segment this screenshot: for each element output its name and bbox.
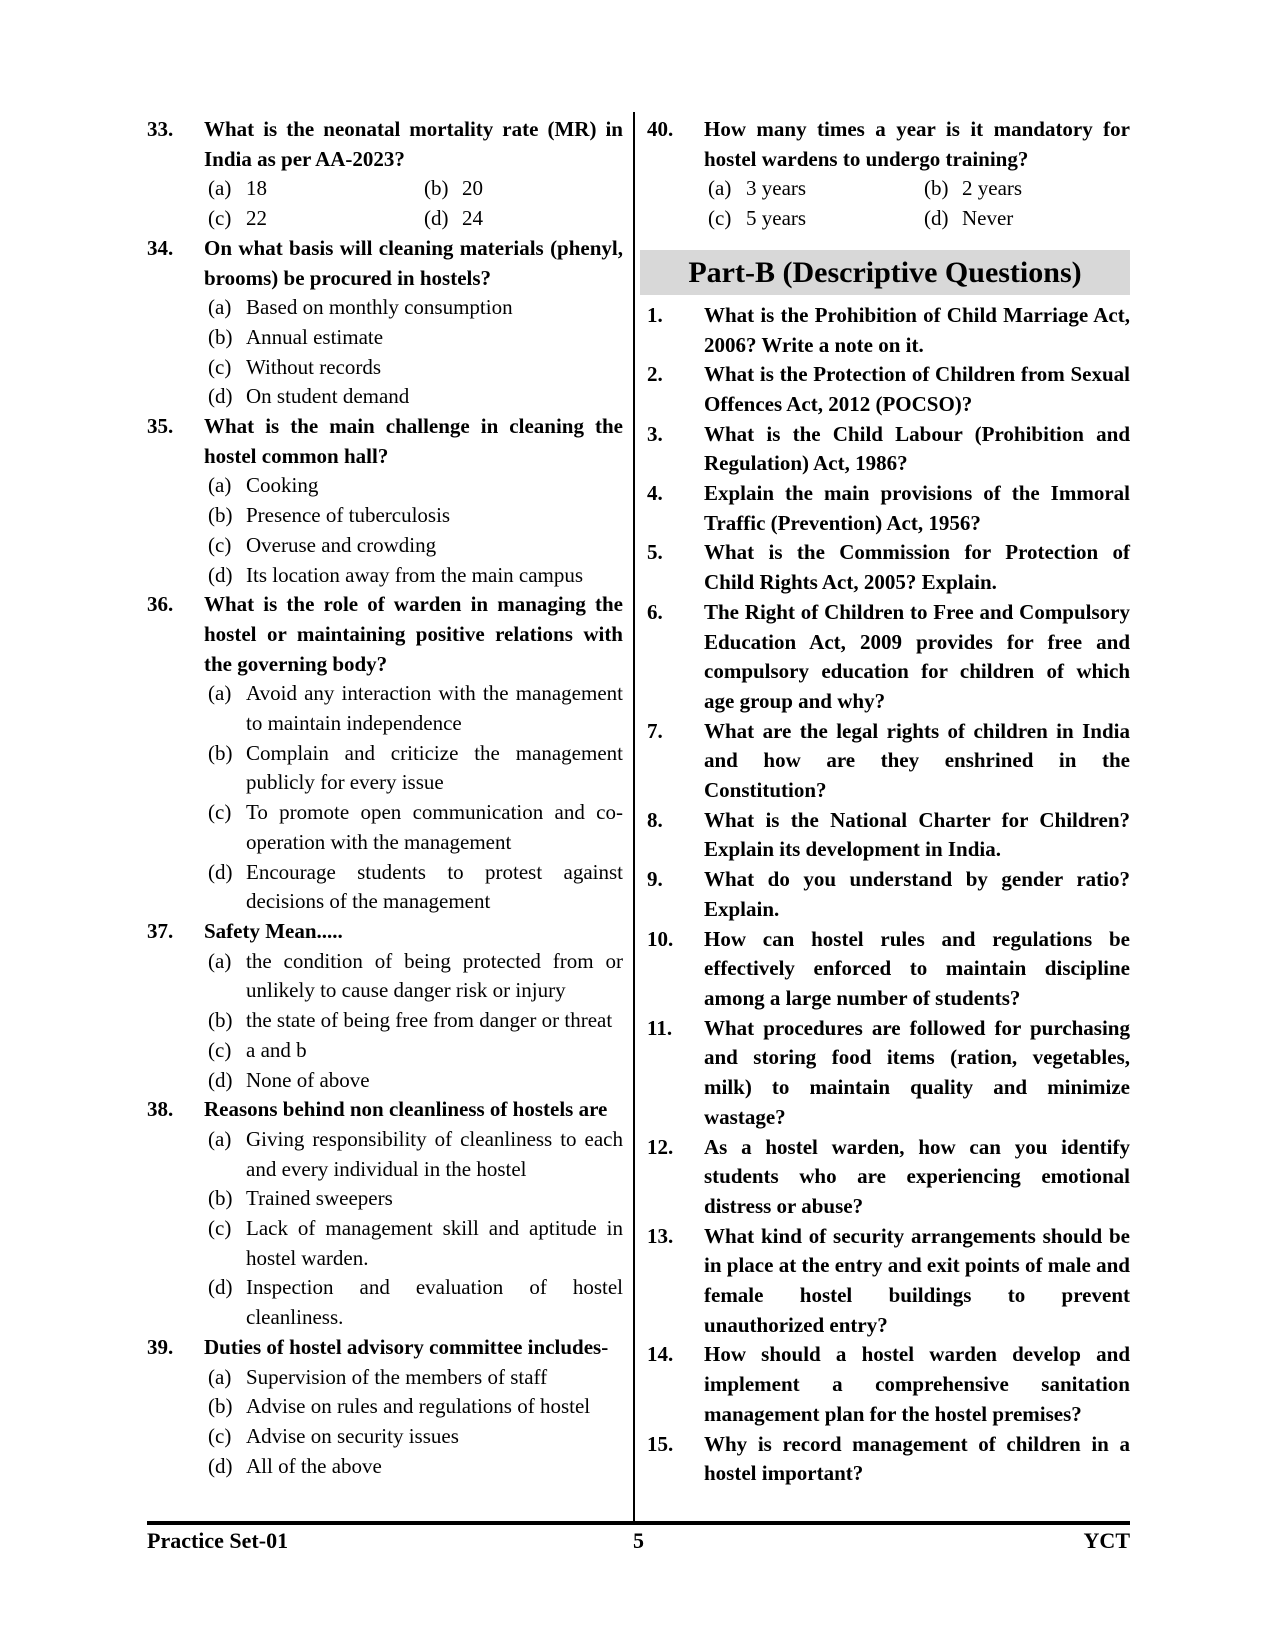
option-marker: (b) bbox=[208, 503, 233, 528]
option-marker: (a) bbox=[208, 295, 232, 320]
option-row bbox=[147, 739, 623, 798]
right-column bbox=[647, 115, 1130, 1489]
option-text: 18 bbox=[246, 176, 267, 201]
question-text: What are the legal rights of children in India and how are they enshrined in the Constitution? bbox=[704, 718, 1130, 803]
question-text: What is the Child Labour (Prohibition and Regulation) Act, 1986? bbox=[704, 421, 1130, 476]
option-marker: (c) bbox=[708, 206, 732, 231]
option-text: Without records bbox=[246, 354, 382, 379]
option-row bbox=[147, 947, 623, 1006]
option-marker: (d) bbox=[924, 206, 949, 231]
part-b-section-header: Part-B (Descriptive Questions) bbox=[640, 250, 1130, 295]
option-marker: (a) bbox=[208, 681, 232, 706]
question-13 bbox=[647, 1222, 1130, 1341]
option-text: 24 bbox=[462, 206, 483, 231]
question-text: Duties of hostel advisory committee includes- bbox=[204, 1334, 609, 1359]
question-number: 13. bbox=[647, 1223, 674, 1248]
question-text: What is the role of warden in managing the hostel or maintaining positive relations with the governing body? bbox=[204, 592, 623, 676]
option-text: Based on monthly consumption bbox=[246, 295, 513, 320]
option-row bbox=[147, 561, 623, 591]
question-text: What is the National Charter for Children? Explain its development in India. bbox=[704, 807, 1130, 862]
question-text: How should a hostel warden develop and implement a comprehensive sanitation management plan for the hostel premises? bbox=[704, 1342, 1130, 1426]
question-10 bbox=[647, 925, 1130, 1014]
question-number: 38. bbox=[147, 1097, 174, 1122]
question-row bbox=[647, 301, 1130, 360]
question-number: 36. bbox=[147, 592, 174, 617]
option-marker: (b) bbox=[208, 324, 233, 349]
question-text: What procedures are followed for purchasing and storing food items (ration, vegetables, milk) to maintain quality and minimize wastage? bbox=[704, 1015, 1130, 1129]
option-text: 2 years bbox=[962, 176, 1023, 201]
option-row bbox=[147, 1125, 623, 1184]
question-row bbox=[647, 598, 1130, 717]
option-cell bbox=[924, 204, 1130, 234]
question-number: 15. bbox=[647, 1431, 674, 1456]
question-row bbox=[147, 917, 623, 947]
option-text: Overuse and crowding bbox=[246, 532, 437, 557]
option-marker: (d) bbox=[208, 1453, 233, 1478]
option-row bbox=[147, 1392, 623, 1422]
question-number: 12. bbox=[647, 1134, 674, 1159]
option-text: Supervision of the members of staff bbox=[246, 1364, 548, 1389]
option-marker: (a) bbox=[708, 176, 732, 201]
option-cell bbox=[208, 174, 424, 204]
question-number: 34. bbox=[147, 235, 174, 260]
option-marker: (d) bbox=[208, 1275, 233, 1300]
option-text: 5 years bbox=[746, 206, 807, 231]
question-number: 1. bbox=[647, 302, 663, 327]
question-text: What is the main challenge in cleaning the hostel common hall? bbox=[204, 414, 623, 468]
question-row bbox=[147, 590, 623, 679]
option-marker: (d) bbox=[208, 384, 233, 409]
column-divider bbox=[633, 112, 635, 1521]
option-marker: (c) bbox=[208, 800, 232, 825]
option-text: Advise on rules and regulations of hostel bbox=[246, 1394, 591, 1419]
question-5 bbox=[647, 538, 1130, 597]
option-row bbox=[147, 531, 623, 561]
option-row bbox=[147, 1422, 623, 1452]
question-number: 33. bbox=[147, 117, 174, 141]
question-number: 2. bbox=[647, 362, 663, 387]
question-9 bbox=[647, 865, 1130, 924]
question-33 bbox=[147, 115, 623, 234]
option-marker: (b) bbox=[208, 1008, 233, 1033]
question-8 bbox=[647, 806, 1130, 865]
question-number: 7. bbox=[647, 718, 663, 743]
question-3 bbox=[647, 420, 1130, 479]
option-row bbox=[147, 382, 623, 412]
option-marker: (c) bbox=[208, 1037, 232, 1062]
footer-publisher-label: YCT bbox=[1083, 1528, 1130, 1553]
footer-practice-set-label: Practice Set-01 bbox=[147, 1528, 289, 1553]
option-text: Encourage students to protest against decisions of the management bbox=[246, 859, 623, 914]
option-marker: (c) bbox=[208, 354, 232, 379]
option-marker: (a) bbox=[208, 1364, 232, 1389]
option-row bbox=[147, 471, 623, 501]
option-text: Advise on security issues bbox=[246, 1423, 459, 1448]
question-6 bbox=[647, 598, 1130, 717]
option-row bbox=[147, 679, 623, 738]
option-text: Cooking bbox=[246, 473, 319, 498]
option-row bbox=[147, 323, 623, 353]
option-marker: (b) bbox=[424, 176, 449, 201]
question-number: 35. bbox=[147, 414, 174, 439]
question-row bbox=[647, 1430, 1130, 1489]
question-text: Why is record management of children in a hostel important? bbox=[704, 1431, 1130, 1486]
question-number: 6. bbox=[647, 599, 663, 624]
footer-rule bbox=[147, 1521, 1130, 1525]
question-row bbox=[147, 1333, 623, 1363]
question-text: What is the neonatal mortality rate (MR) in India as per AA-2023? bbox=[204, 117, 623, 171]
option-text: a and b bbox=[246, 1037, 307, 1062]
question-36 bbox=[147, 590, 623, 917]
question-row bbox=[147, 1095, 623, 1125]
question-row bbox=[647, 1340, 1130, 1429]
option-text: On student demand bbox=[246, 384, 410, 409]
question-row bbox=[147, 412, 623, 471]
question-row bbox=[647, 1014, 1130, 1133]
option-row bbox=[147, 293, 623, 323]
question-row bbox=[647, 806, 1130, 865]
option-marker: (d) bbox=[208, 562, 233, 587]
option-cell bbox=[708, 204, 924, 234]
question-15 bbox=[647, 1430, 1130, 1489]
question-text: What is the Protection of Children from Sexual Offences Act, 2012 (POCSO)? bbox=[704, 362, 1130, 416]
option-text: 22 bbox=[246, 206, 267, 231]
option-cell bbox=[424, 204, 623, 234]
question-number: 14. bbox=[647, 1342, 674, 1367]
option-text: Lack of management skill and aptitude in hostel warden. bbox=[246, 1216, 623, 1270]
option-cell bbox=[424, 174, 623, 204]
option-row bbox=[147, 501, 623, 531]
question-number: 5. bbox=[647, 540, 663, 565]
option-marker: (a) bbox=[208, 948, 232, 973]
option-cell bbox=[208, 204, 424, 234]
question-text: How can hostel rules and regulations be effectively enforced to maintain discipline among a large number of students? bbox=[704, 926, 1130, 1010]
option-row bbox=[147, 1452, 623, 1482]
question-35 bbox=[147, 412, 623, 590]
option-text: Complain and criticize the management publicly for every issue bbox=[246, 740, 623, 795]
option-row bbox=[147, 1066, 623, 1096]
question-row bbox=[647, 717, 1130, 806]
option-marker: (d) bbox=[208, 859, 233, 884]
question-number: 3. bbox=[647, 421, 663, 446]
option-marker: (c) bbox=[208, 1216, 232, 1241]
option-row bbox=[147, 1214, 623, 1273]
option-marker: (c) bbox=[208, 206, 232, 231]
question-38 bbox=[147, 1095, 623, 1333]
option-text: All of the above bbox=[246, 1453, 382, 1478]
question-row bbox=[647, 115, 1130, 174]
option-text: the condition of being protected from or unlikely to cause danger risk or injury bbox=[246, 948, 623, 1003]
question-row bbox=[147, 115, 623, 174]
left-column bbox=[147, 115, 623, 1481]
question-number: 8. bbox=[647, 807, 663, 832]
option-row bbox=[147, 1184, 623, 1214]
question-text: What kind of security arrangements should be in place at the entry and exit points of male and female hostel buildings to prevent unauthorized entry? bbox=[704, 1223, 1130, 1337]
question-34 bbox=[147, 234, 623, 412]
question-40 bbox=[647, 115, 1130, 234]
option-text: Avoid any interaction with the management to maintain independence bbox=[246, 681, 623, 736]
option-marker: (c) bbox=[208, 532, 232, 557]
option-row bbox=[147, 858, 623, 917]
option-text: 20 bbox=[462, 176, 483, 201]
options-grid bbox=[647, 174, 1130, 233]
option-text: To promote open communication and co-operation with the management bbox=[246, 800, 623, 854]
question-text: What is the Commission for Protection of Child Rights Act, 2005? Explain. bbox=[704, 540, 1130, 595]
question-row bbox=[647, 538, 1130, 597]
option-marker: (a) bbox=[208, 176, 232, 201]
question-row bbox=[647, 1222, 1130, 1341]
option-row bbox=[147, 353, 623, 383]
question-4 bbox=[647, 479, 1130, 538]
option-row bbox=[147, 1363, 623, 1393]
footer-page-number: 5 bbox=[633, 1528, 644, 1553]
option-row bbox=[147, 1006, 623, 1036]
option-marker: (a) bbox=[208, 473, 232, 498]
question-text: Reasons behind non cleanliness of hostels are bbox=[204, 1097, 608, 1122]
option-row bbox=[147, 1273, 623, 1332]
option-text: None of above bbox=[246, 1067, 370, 1092]
question-number: 4. bbox=[647, 481, 663, 506]
option-row bbox=[147, 1036, 623, 1066]
question-text: On what basis will cleaning materials (phenyl, brooms) be procured in hostels? bbox=[204, 235, 623, 290]
option-marker: (b) bbox=[924, 176, 949, 201]
option-marker: (b) bbox=[208, 740, 233, 765]
option-cell bbox=[708, 174, 924, 204]
option-text: the state of being free from danger or threat bbox=[246, 1008, 613, 1033]
question-2 bbox=[647, 360, 1130, 419]
question-37 bbox=[147, 917, 623, 1095]
option-text: Presence of tuberculosis bbox=[246, 503, 451, 528]
question-number: 37. bbox=[147, 918, 174, 943]
question-text: What do you understand by gender ratio? Explain. bbox=[704, 867, 1130, 921]
question-row bbox=[647, 865, 1130, 924]
option-text: Giving responsibility of cleanliness to each and every individual in the hostel bbox=[246, 1126, 623, 1181]
question-7 bbox=[647, 717, 1130, 806]
option-marker: (b) bbox=[208, 1394, 233, 1419]
question-1 bbox=[647, 301, 1130, 360]
question-text: What is the Prohibition of Child Marriage Act, 2006? Write a note on it. bbox=[704, 302, 1130, 357]
question-number: 10. bbox=[647, 926, 674, 951]
question-text: The Right of Children to Free and Compulsory Education Act, 2009 provides for free and compulsory education for children of which age group and why? bbox=[704, 599, 1130, 713]
question-text: How many times a year is it mandatory for hostel wardens to undergo training? bbox=[704, 117, 1130, 171]
question-row bbox=[647, 1133, 1130, 1222]
option-marker: (a) bbox=[208, 1126, 232, 1151]
question-row bbox=[647, 925, 1130, 1014]
question-text: As a hostel warden, how can you identify students who are experiencing emotional distress or abuse? bbox=[704, 1134, 1130, 1218]
question-text: Explain the main provisions of the Immoral Traffic (Prevention) Act, 1956? bbox=[704, 481, 1130, 535]
option-text: 3 years bbox=[746, 176, 807, 201]
question-row bbox=[147, 234, 623, 293]
question-11 bbox=[647, 1014, 1130, 1133]
option-text: Trained sweepers bbox=[246, 1186, 393, 1211]
page-footer bbox=[147, 1529, 1130, 1553]
question-number: 39. bbox=[147, 1334, 174, 1359]
option-marker: (b) bbox=[208, 1186, 233, 1211]
option-row bbox=[147, 798, 623, 857]
question-text: Safety Mean..... bbox=[204, 918, 343, 943]
question-12 bbox=[647, 1133, 1130, 1222]
question-row bbox=[647, 420, 1130, 479]
question-number: 11. bbox=[647, 1015, 673, 1040]
option-marker: (c) bbox=[208, 1423, 232, 1448]
option-marker: (d) bbox=[424, 206, 449, 231]
question-number: 9. bbox=[647, 867, 663, 892]
option-marker: (d) bbox=[208, 1067, 233, 1092]
question-row bbox=[647, 360, 1130, 419]
option-cell bbox=[924, 174, 1130, 204]
option-text: Annual estimate bbox=[246, 324, 384, 349]
option-text: Its location away from the main campus bbox=[246, 562, 584, 587]
question-row bbox=[647, 479, 1130, 538]
question-number: 40. bbox=[647, 117, 674, 141]
options-grid bbox=[147, 174, 623, 233]
question-14 bbox=[647, 1340, 1130, 1429]
option-text: Never bbox=[962, 206, 1014, 231]
question-39 bbox=[147, 1333, 623, 1482]
option-text: Inspection and evaluation of hostel cleanliness. bbox=[246, 1275, 623, 1330]
